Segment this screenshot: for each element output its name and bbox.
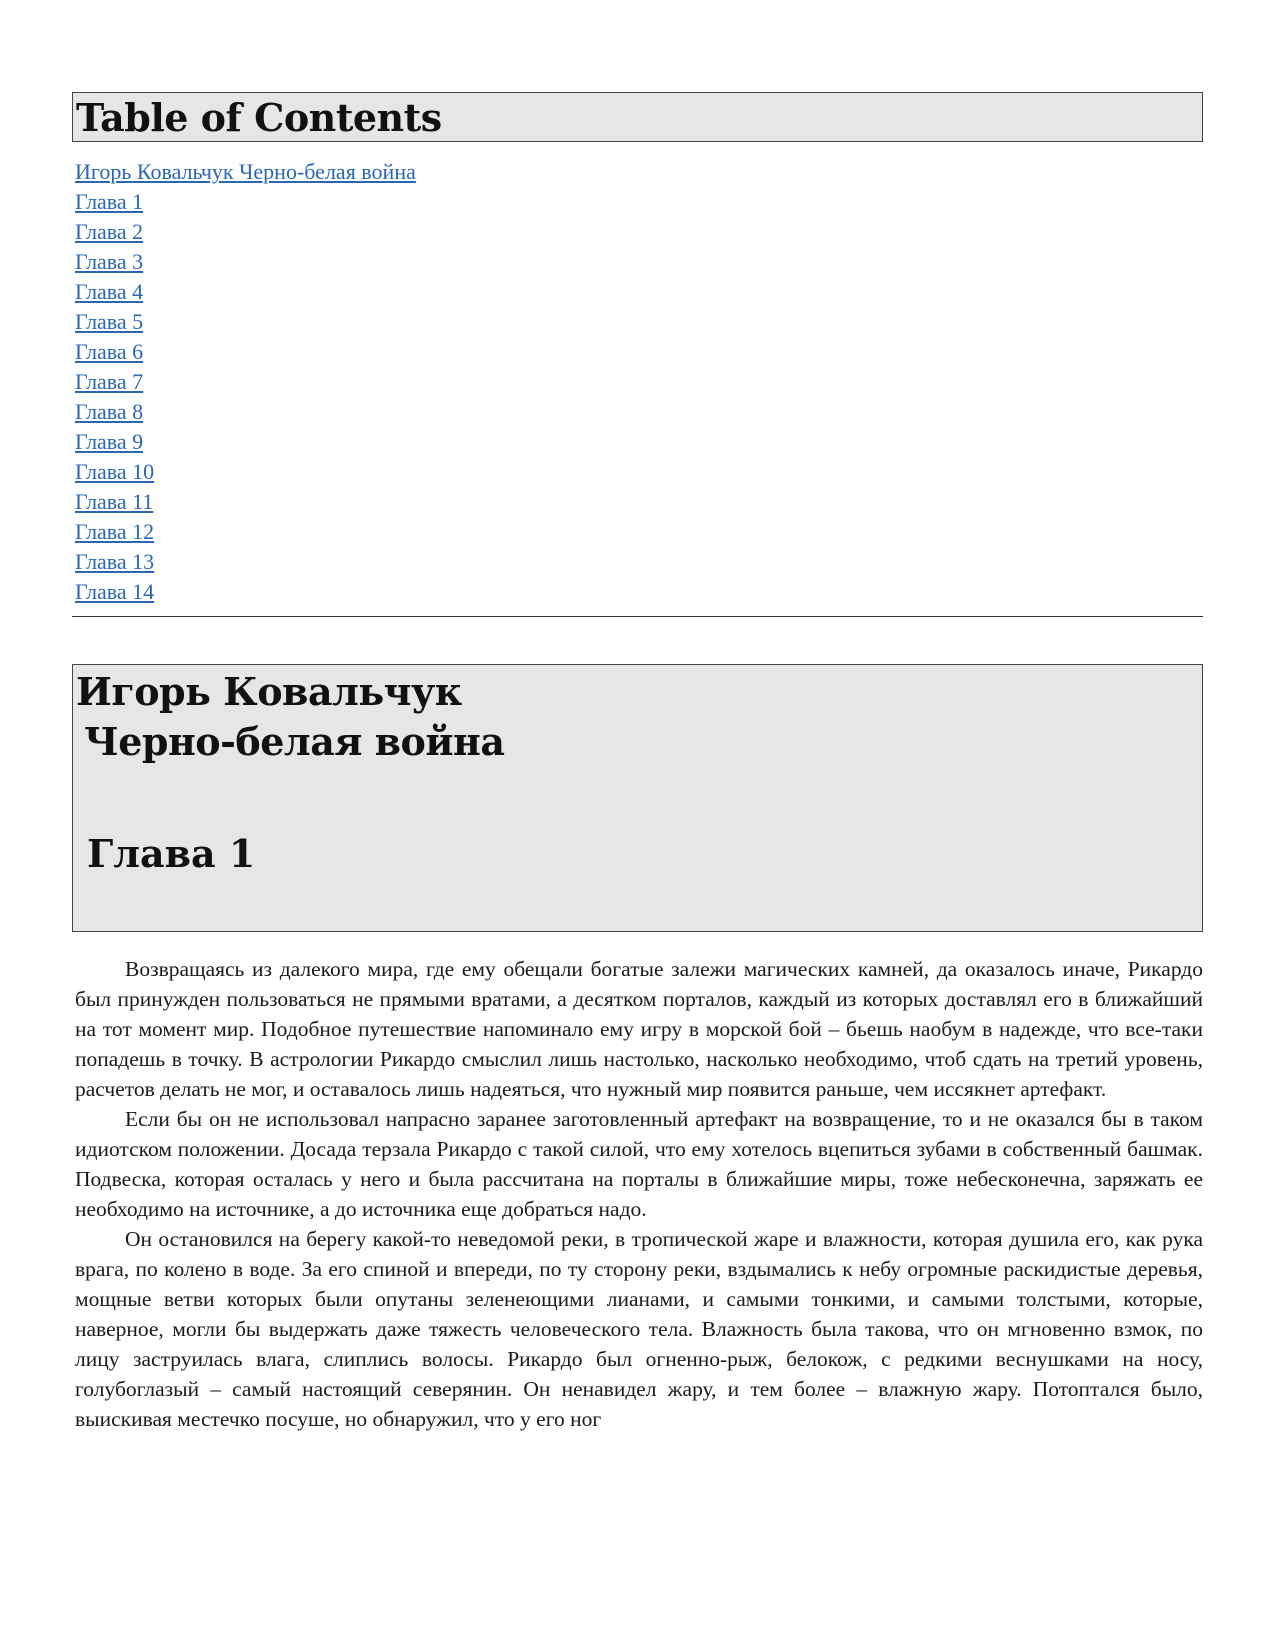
- toc-link-chapter-13[interactable]: Глава 13: [75, 549, 155, 574]
- toc-item: [75, 277, 1203, 307]
- toc-item: [75, 367, 1203, 397]
- toc-title: Table of Contents: [76, 95, 442, 140]
- toc-link-chapter-12[interactable]: Глава 12: [75, 519, 155, 544]
- toc-header-box: [72, 92, 1203, 142]
- paragraph: Возвращаясь из далекого мира, где ему обещали богатые залежи магических камней, да оказалось иначе, Рикардо был принужден пользоваться не прямыми вратами, а десятком порталов, каждый из которых доставлял его в ближайший на тот момент мир. Подобное путешествие напоминало ему игру в морской бой – бьешь наобум в надежде, что все-таки попадешь в точку. В астрологии Рикардо смыслил лишь настолько, насколько необходимо, чтоб сдать на третий уровень, расчетов делать не мог, и оставалось лишь надеяться, что нужный мир появится раньше, чем иссякнет артефакт.: [75, 957, 1203, 1101]
- paragraph: Он остановился на берегу какой-то неведомой реки, в тропической жаре и влажности, которая душила его, как рука врага, по колено в воде. За его спиной и впереди, по ту сторону реки, вздымались к небу огромные раскидистые деревья, мощные ветви которых были опутаны зеленеющими лианами, и самыми тонкими, и самыми толстыми, которые, наверное, могли бы выдержать даже тяжесть человеческого тела. Влажность была такова, что он мгновенно взмок, по лицу заструилась влага, слиплись волосы. Рикардо был огненно-рыж, белокож, с редкими веснушками на носу, голубоглазый – самый настоящий северянин. Он ненавидел жару, и тем более – влажную жару. Потоптался было, выискивая местечко посуше, но обнаружил, что у его ног: [75, 1227, 1203, 1431]
- toc-item: [75, 247, 1203, 277]
- toc-link-chapter-11[interactable]: Глава 11: [75, 489, 154, 514]
- toc-item: [75, 577, 1203, 607]
- toc-link-chapter-7[interactable]: Глава 7: [75, 369, 144, 394]
- toc-link-chapter-2[interactable]: Глава 2: [75, 219, 144, 244]
- toc-item: [75, 307, 1203, 337]
- book-title: [76, 667, 1202, 767]
- book-name: Черно-белая война: [84, 719, 505, 764]
- toc-link-chapter-14[interactable]: Глава 14: [75, 579, 155, 604]
- toc-item: [75, 457, 1203, 487]
- toc-link-chapter-6[interactable]: Глава 6: [75, 339, 144, 364]
- toc-item: [75, 337, 1203, 367]
- toc-list: [75, 157, 1203, 607]
- toc-link-chapter-4[interactable]: Глава 4: [75, 279, 144, 304]
- chapter-text: [75, 954, 1203, 1434]
- toc-item: [75, 517, 1203, 547]
- paragraph: Если бы он не использовал напрасно заранее заготовленный артефакт на возвращение, то и не оказался бы в таком идиотском положении. Досада терзала Рикардо с такой силой, что ему хотелось вцепиться зубами в собственный башмак. Подвеска, которая осталась у него и была рассчитана на порталы в ближайшие миры, тоже небесконечна, заряжать ее необходимо на источнике, а до источника еще добраться надо.: [75, 1107, 1203, 1221]
- toc-link-chapter-9[interactable]: Глава 9: [75, 429, 144, 454]
- toc-item: [75, 157, 1203, 187]
- toc-item: [75, 397, 1203, 427]
- section-divider: [72, 616, 1203, 617]
- toc-item: [75, 187, 1203, 217]
- chapter-header-box: [72, 664, 1203, 932]
- toc-link-chapter-1[interactable]: Глава 1: [75, 189, 144, 214]
- toc-item: [75, 217, 1203, 247]
- toc-item: [75, 487, 1203, 517]
- document-page: [72, 92, 1203, 1434]
- toc-link-book-title[interactable]: Игорь Ковальчук Черно-белая война: [75, 159, 416, 184]
- toc-item: [75, 427, 1203, 457]
- toc-link-chapter-10[interactable]: Глава 10: [75, 459, 155, 484]
- toc-link-chapter-5[interactable]: Глава 5: [75, 309, 144, 334]
- book-author: Игорь Ковальчук: [76, 669, 462, 714]
- toc-item: [75, 547, 1203, 577]
- chapter-heading: Глава 1: [87, 831, 256, 876]
- toc-link-chapter-8[interactable]: Глава 8: [75, 399, 144, 424]
- toc-link-chapter-3[interactable]: Глава 3: [75, 249, 144, 274]
